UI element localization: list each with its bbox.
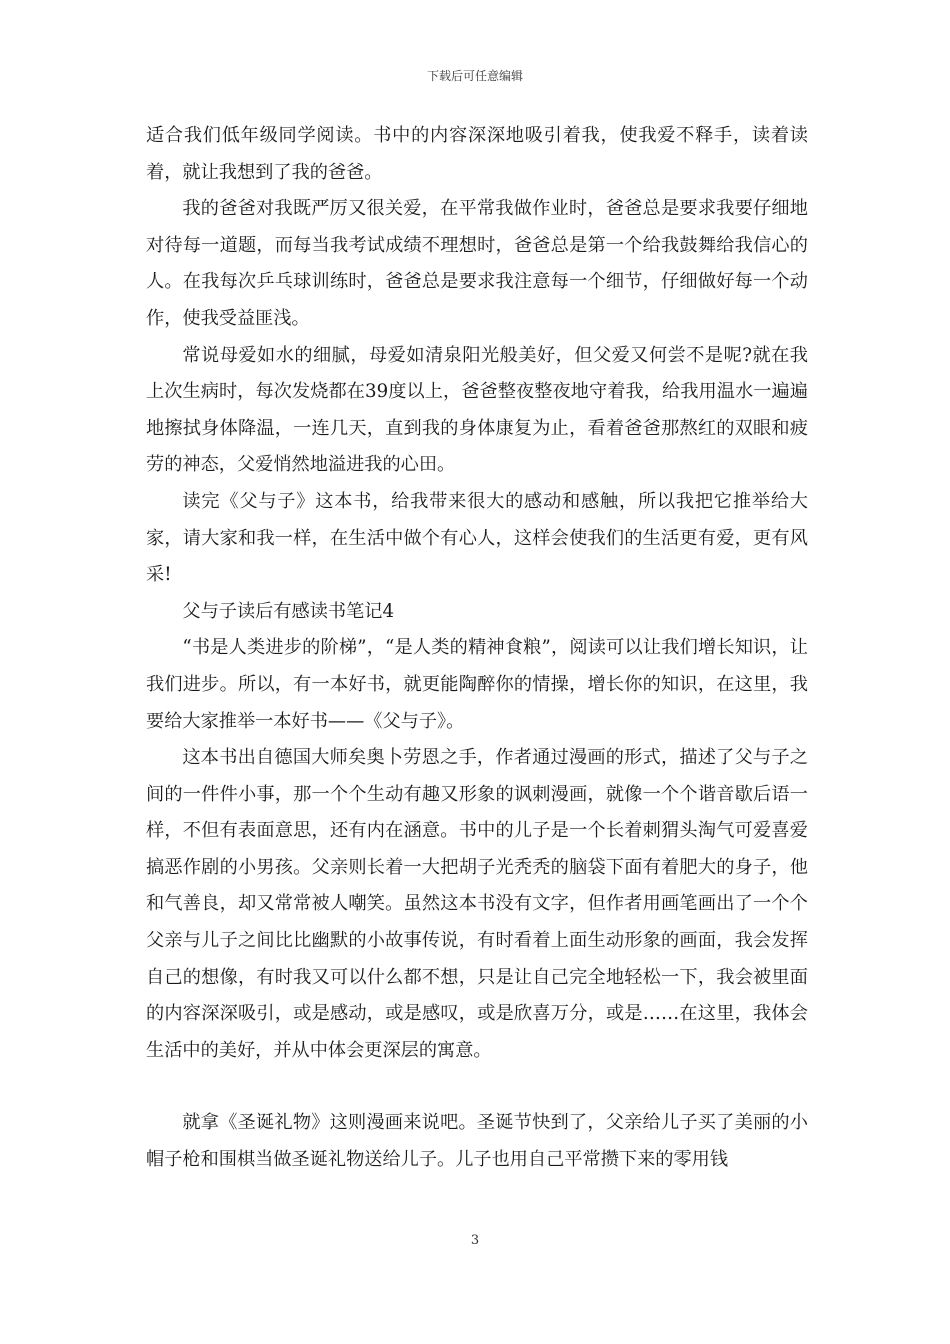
page-number: 3 bbox=[470, 1233, 480, 1248]
paragraph: 就拿《圣诞礼物》这则漫画来说吧。圣诞节快到了，父亲给儿子买了美丽的小帽子枪和围棋当做圣诞礼物送给儿子。儿子也用自己平常攒下来的零用钱 bbox=[146, 1112, 808, 1171]
section-heading: 父与子读后有感读书笔记4 bbox=[182, 600, 395, 622]
paragraph: “书是人类进步的阶梯”，“是人类的精神食粮”，阅读可以让我们增长知识，让我们进步。所以，有一本好书，就更能陶醉你的情操，增长你的知识，在这里，我要给大家推举一本好书——《父与子》。 bbox=[146, 637, 808, 732]
document-body bbox=[146, 118, 808, 1179]
paragraph: 常说母爱如水的细腻，母爱如清泉阳光般美好，但父爱又何尝不是呢?就在我上次生病时，每次发烧都在39度以上，爸爸整夜整夜地守着我，给我用温水一遍遍地擦拭身体降温，一连几天，直到我的身体康复为止，看着爸爸那熬红的双眼和疲劳的神态，父爱悄然地溢进我的心田。 bbox=[146, 344, 808, 476]
paragraph: 读完《父与子》这本书，给我带来很大的感动和感触，所以我把它推举给大家，请大家和我一样，在生活中做个有心人，这样会使我们的生活更有爱，更有风采! bbox=[146, 490, 808, 586]
paragraph: 我的爸爸对我既严厉又很关爱，在平常我做作业时，爸爸总是要求我要仔细地对待每一道题，而每当我考试成绩不理想时，爸爸总是第一个给我鼓舞给我信心的人。在我每次乒乓球训练时，爸爸总是要求我注意每一个细节，仔细做好每一个动作，使我受益匪浅。 bbox=[146, 198, 808, 329]
paragraph: 适合我们低年级同学阅读。书中的内容深深地吸引着我，使我爱不释手，读着读着，就让我想到了我的爸爸。 bbox=[146, 125, 808, 183]
paragraph: 这本书出自德国大师矣奥卜劳恩之手，作者通过漫画的形式，描述了父与子之间的一件件小事，那一个个生动有趣又形象的讽刺漫画，就像一个个谐音歇后语一样，不但有表面意思，还有内在涵意。书中的儿子是一个长着刺猬头淘气可爱喜爱搞恶作剧的小男孩。父亲则长着一大把胡子光秃秃的脑袋下面有着肥大的身子，他和气善良，却又常常被人嘲笑。虽然这本书没有文字，但作者用画笔画出了一个个父亲与儿子之间比比幽默的小故事传说，有时看着上面生动形象的画面，我会发挥自己的想像，有时我又可以什么都不想，只是让自己完全地轻松一下，我会被里面的内容深深吸引，或是感动，或是感叹，或是欣喜万分，或是……在这里，我体会生活中的美好，并从中体会更深层的寓意。 bbox=[146, 747, 808, 1061]
page-header: 下载后可任意编辑 bbox=[426, 69, 523, 83]
paragraph-spacer bbox=[146, 1069, 808, 1105]
